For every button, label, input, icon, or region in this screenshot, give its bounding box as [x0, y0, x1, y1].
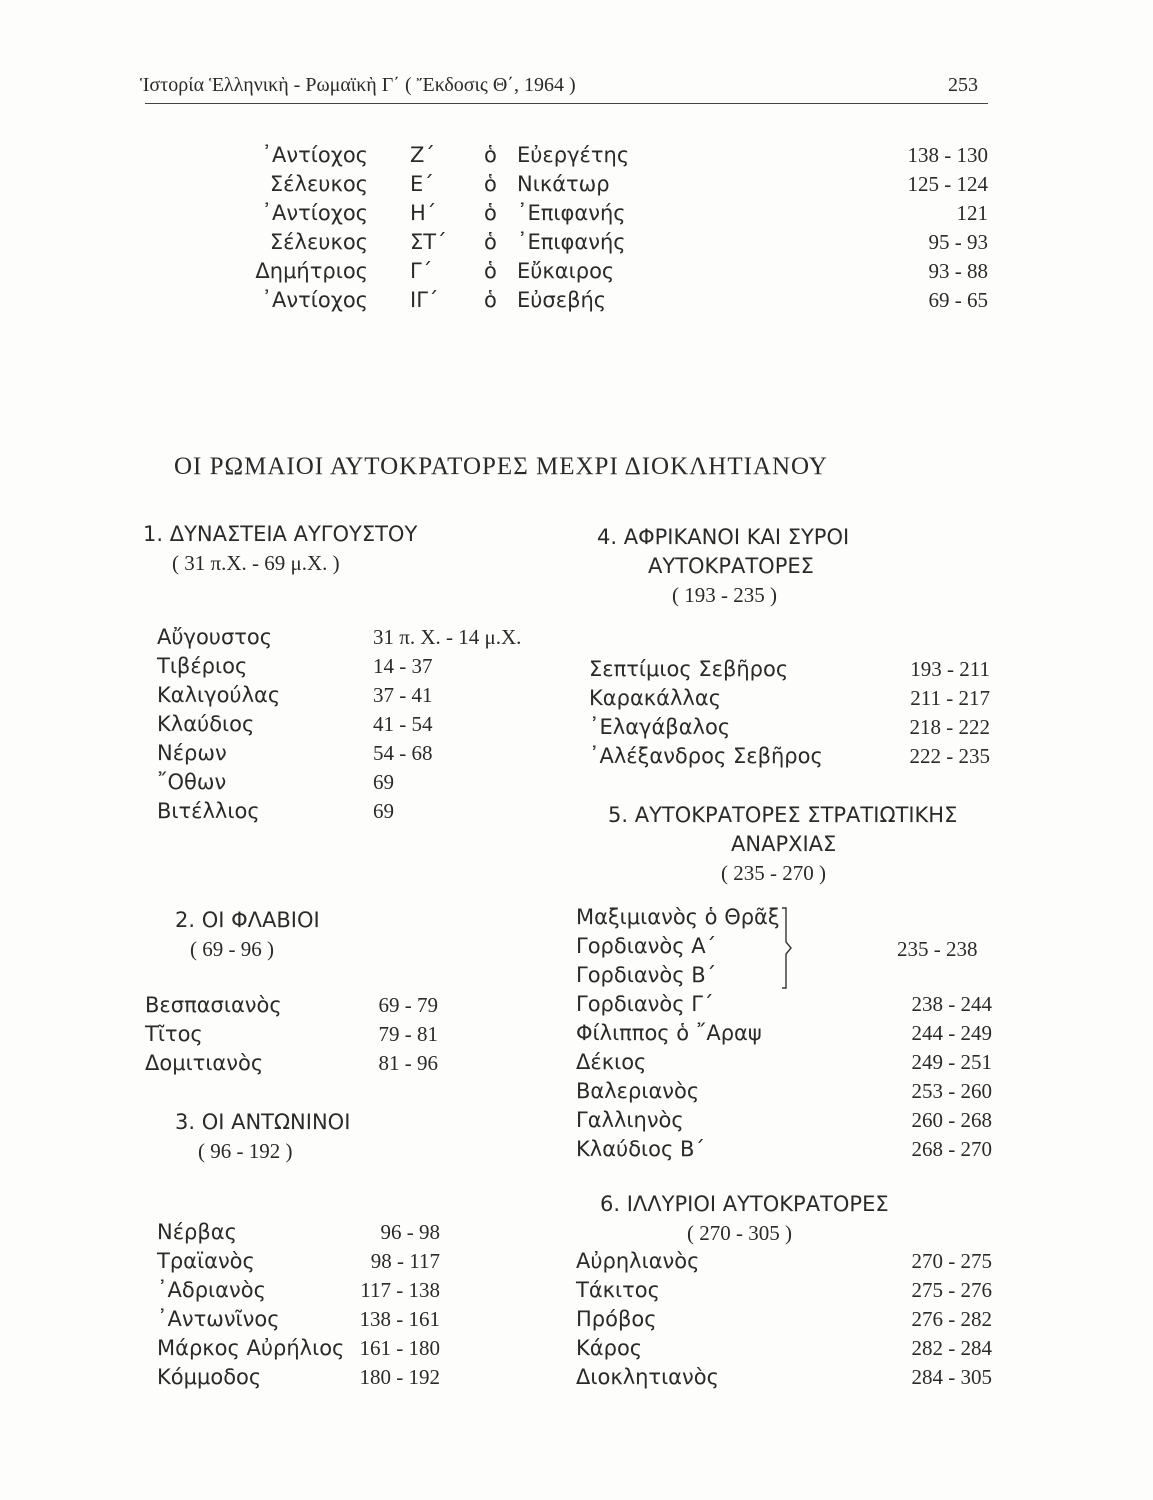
- dyn2-range: ( 69 - 96 ): [190, 937, 274, 961]
- emperor-name: Βαλεριανὸς: [576, 1079, 700, 1103]
- emperor-name: Γορδιανὸς Γ΄: [576, 992, 714, 1016]
- emperor-years: 54 - 68: [373, 741, 433, 765]
- seleucid-years: 93 - 88: [928, 259, 988, 283]
- emperor-years: 249 - 251: [911, 1050, 992, 1074]
- emperor-name: ᾿Ελαγάβαλος: [589, 715, 731, 739]
- emperor-name: Δομιτιανὸς: [145, 1051, 264, 1075]
- emperor-name: Γαλλιηνὸς: [576, 1108, 684, 1132]
- seleucid-epithet: Εὔκαιρος: [517, 259, 615, 283]
- seleucid-years: 121: [956, 201, 988, 225]
- emperor-name: Κλαύδιος: [157, 712, 255, 736]
- seleucid-article: ὁ: [484, 172, 497, 196]
- emperor-years: 244 - 249: [911, 1021, 992, 1045]
- running-header-title: Ἱστορία Ἑλληνικὴ - Ρωμαϊκὴ Γ΄ ( Ἔκδοσις Θ΄, 1964 ): [140, 74, 576, 96]
- dyn1-range: ( 31 π.Χ. - 69 μ.Χ. ): [172, 551, 340, 575]
- seleucid-epithet: ᾿Επιφανής: [517, 201, 626, 225]
- seleucid-article: ὁ: [484, 259, 497, 283]
- dyn6-title: 6. ΙΛΛΥΡΙΟΙ ΑΥΤΟΚΡΑΤΟΡΕΣ: [600, 1192, 889, 1216]
- emperor-name: Δέκιος: [576, 1050, 647, 1074]
- dyn1-title: 1. ΔΥΝΑΣΤΕΙΑ ΑΥΓΟΥΣΤΟΥ: [143, 522, 418, 546]
- emperor-years: 98 - 117: [370, 1249, 440, 1273]
- emperor-years: 161 - 180: [359, 1336, 440, 1360]
- page-number: 253: [948, 74, 978, 96]
- emperor-years: 180 - 192: [359, 1365, 440, 1389]
- seleucid-numeral: Ζ΄: [410, 143, 435, 167]
- seleucid-article: ὁ: [484, 143, 497, 167]
- emperor-name: Αὔγουστος: [157, 625, 273, 649]
- emperor-name: Καρακάλλας: [589, 686, 722, 710]
- emperor-years: 238 - 244: [911, 992, 992, 1016]
- emperor-name: ᾿Αντωνῖνος: [157, 1307, 280, 1331]
- seleucid-name: ᾿Αντίοχος: [261, 288, 368, 312]
- emperor-name: Αὐρηλιανὸς: [576, 1249, 700, 1273]
- dyn5-group-years: 235 - 238: [897, 937, 978, 961]
- seleucid-years: 69 - 65: [928, 288, 988, 312]
- emperor-years: 41 - 54: [373, 712, 433, 736]
- seleucid-years: 138 - 130: [907, 143, 988, 167]
- emperor-years: 222 - 235: [909, 744, 990, 768]
- seleucid-name: Δημήτριος: [255, 259, 368, 283]
- emperor-name: Νέρων: [157, 741, 227, 765]
- dyn5-group-name-2: Γορδιανὸς Α΄: [576, 934, 717, 958]
- seleucid-years: 125 - 124: [907, 172, 988, 196]
- emperor-years: 37 - 41: [373, 683, 433, 707]
- emperor-years: 253 - 260: [911, 1079, 992, 1103]
- emperor-years: 117 - 138: [360, 1278, 440, 1302]
- emperor-name: Τραϊανὸς: [157, 1249, 255, 1273]
- dyn5-group-name-3: Γορδιανὸς Β΄: [576, 963, 717, 987]
- emperor-name: Βεσπασιανὸς: [145, 993, 282, 1017]
- emperor-name: Κλαύδιος Β΄: [576, 1137, 705, 1161]
- emperor-name: Πρόβος: [576, 1307, 657, 1331]
- emperor-years: 69 - 79: [378, 993, 438, 1017]
- dyn4-range: ( 193 - 235 ): [672, 583, 777, 607]
- emperor-name: Μάρκος Αὐρήλιος: [157, 1336, 345, 1360]
- seleucid-name: ᾿Αντίοχος: [261, 143, 368, 167]
- seleucid-name: Σέλευκος: [269, 230, 368, 254]
- emperor-name: Βιτέλλιος: [157, 799, 260, 823]
- emperor-years: 79 - 81: [378, 1022, 438, 1046]
- emperor-name: Τάκιτος: [576, 1278, 660, 1302]
- seleucid-name: ᾿Αντίοχος: [261, 201, 368, 225]
- emperor-name: Διοκλητιανὸς: [576, 1365, 719, 1389]
- emperor-years: 284 - 305: [911, 1365, 992, 1389]
- emperor-years: 268 - 270: [911, 1137, 992, 1161]
- dyn4-title-line2: ΑΥΤΟΚΡΑΤΟΡΕΣ: [648, 554, 814, 578]
- emperor-name: Νέρβας: [157, 1220, 237, 1244]
- emperor-years: 275 - 276: [911, 1278, 992, 1302]
- seleucid-article: ὁ: [484, 230, 497, 254]
- dyn3-range: ( 96 - 192 ): [198, 1139, 293, 1163]
- emperor-years: 218 - 222: [909, 715, 990, 739]
- seleucid-numeral: Ε΄: [410, 172, 434, 196]
- seleucid-article: ὁ: [484, 288, 497, 312]
- emperor-years: 276 - 282: [911, 1307, 992, 1331]
- emperor-years: 14 - 37: [373, 654, 433, 678]
- emperor-years: 81 - 96: [378, 1051, 438, 1075]
- emperor-name: Καλιγούλας: [157, 683, 281, 707]
- seleucid-epithet: Εὐσεβής: [517, 288, 607, 312]
- emperor-name: ᾿Αδριανὸς: [157, 1278, 266, 1302]
- group-brace: [776, 906, 796, 990]
- emperor-years: 193 - 211: [910, 657, 990, 681]
- dyn5-title-line1: 5. ΑΥΤΟΚΡΑΤΟΡΕΣ ΣΤΡΑΤΙΩΤΙΚΗΣ: [608, 803, 958, 827]
- seleucid-name: Σέλευκος: [269, 172, 368, 196]
- emperor-years: 69: [373, 770, 394, 794]
- seleucid-article: ὁ: [484, 201, 497, 225]
- seleucid-years: 95 - 93: [928, 230, 988, 254]
- emperor-years: 211 - 217: [910, 686, 990, 710]
- emperor-name: ᾿Αλέξανδρος Σεβῆρος: [589, 744, 823, 768]
- dyn3-title: 3. ΟΙ ΑΝΤΩΝΙΝΟΙ: [175, 1110, 351, 1134]
- seleucid-epithet: ᾿Επιφανής: [517, 230, 626, 254]
- emperor-name: ῎Οθων: [157, 770, 227, 794]
- seleucid-epithet: Νικάτωρ: [517, 172, 610, 196]
- dyn5-group-name-1: Μαξιμιανὸς ὁ Θρᾶξ: [576, 905, 780, 929]
- emperor-name: Φίλιππος ὁ ῎Αραψ: [576, 1021, 762, 1045]
- emperor-name: Κόμμοδος: [157, 1365, 262, 1389]
- emperor-years: 96 - 98: [380, 1220, 440, 1244]
- emperor-years: 260 - 268: [911, 1108, 992, 1132]
- dyn6-range: ( 270 - 305 ): [687, 1221, 792, 1245]
- emperor-name: Κάρος: [576, 1336, 643, 1360]
- emperor-years: 282 - 284: [911, 1336, 992, 1360]
- emperor-years: 138 - 161: [359, 1307, 440, 1331]
- emperor-name: Τιβέριος: [157, 654, 248, 678]
- dyn4-title-line1: 4. ΑΦΡΙΚΑΝΟΙ ΚΑΙ ΣΥΡΟΙ: [597, 525, 850, 549]
- seleucid-epithet: Εὐεργέτης: [517, 143, 630, 167]
- main-title: ΟΙ ΡΩΜΑΙΟΙ ΑΥΤΟΚΡΑΤΟΡΕΣ ΜΕΧΡΙ ΔΙΟΚΛΗΤΙΑΝΟΥ: [174, 453, 828, 480]
- emperor-name: Σεπτίμιος Σεβῆρος: [589, 657, 789, 681]
- dyn2-title: 2. ΟΙ ΦΛΑΒΙΟΙ: [175, 908, 320, 932]
- emperor-years: 270 - 275: [911, 1249, 992, 1273]
- seleucid-numeral: Γ΄: [410, 259, 433, 283]
- dyn5-range: ( 235 - 270 ): [721, 861, 826, 885]
- seleucid-numeral: Η΄: [410, 201, 437, 225]
- seleucid-numeral: ΣΤ΄: [410, 230, 447, 254]
- seleucid-numeral: ΙΓ΄: [410, 288, 439, 312]
- emperor-years: 31 π. Χ. - 14 μ.Χ.: [373, 625, 522, 649]
- dyn5-title-line2: ΑΝΑΡΧΙΑΣ: [731, 832, 837, 856]
- emperor-name: Τῖτος: [145, 1022, 203, 1046]
- header-rule: [145, 103, 988, 104]
- emperor-years: 69: [373, 799, 394, 823]
